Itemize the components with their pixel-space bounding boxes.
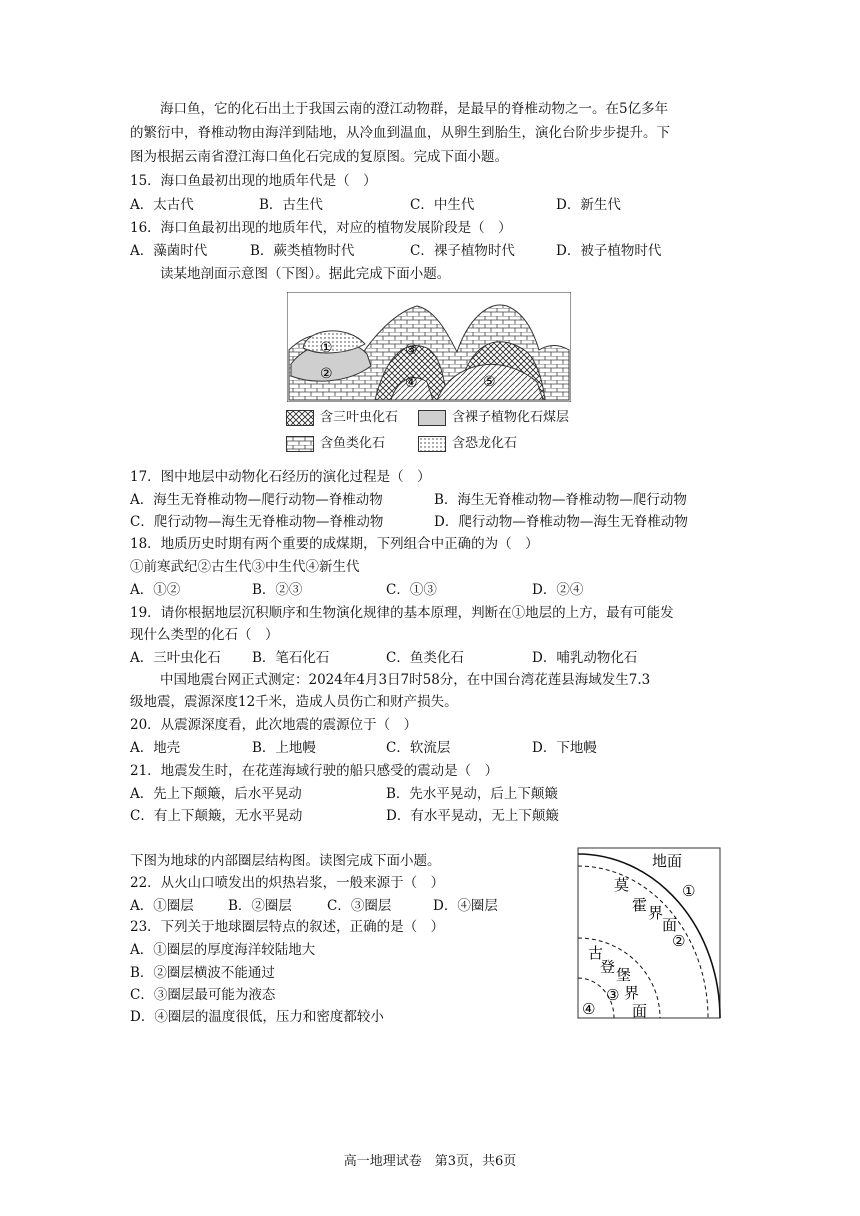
q20-option-a: A．地壳	[130, 740, 181, 756]
q15-option-a: A．太古代	[130, 197, 194, 213]
q21-option-a: A．先上下颠簸，后水平晃动	[130, 786, 302, 802]
q15-option-d: D．新生代	[556, 197, 621, 213]
legend-fish	[286, 436, 385, 452]
gutenberg-char: 界	[624, 984, 640, 1002]
q19-option-a: A．三叶虫化石	[130, 650, 221, 666]
question-17-stem: 17．图中地层中动物化石经历的演化过程是（ ）	[130, 469, 431, 485]
passage-line: 图为根据云南省澄江海口鱼化石完成的复原图。完成下面小题。	[130, 149, 508, 165]
q17-option-a: A．海生无脊椎动物—爬行动物—脊椎动物	[130, 492, 383, 508]
question-20-stem: 20．从震源深度看，此次地震的震源位于（ ）	[130, 717, 418, 733]
q21-option-c: C．有上下颠簸，无水平晃动	[130, 808, 303, 824]
layer-label-2: ②	[320, 366, 333, 382]
passage-line: 的繁衍中，脊椎动物由海洋到陆地，从冷血到温血，从卵生到胎生，演化台阶步步提升。下	[130, 125, 670, 141]
passage-line: 级地震，震源深度12千米，造成人员伤亡和财产损失。	[130, 694, 458, 710]
grey-swatch	[418, 410, 446, 426]
layer-label-4: ④	[405, 375, 418, 391]
q20-option-b: B．上地幔	[252, 740, 316, 756]
q23-option-c: C．③圈层最可能为液态	[130, 987, 276, 1003]
q15-option-b: B．古生代	[259, 197, 323, 213]
q23-option-b: B．②圈层横波不能通过	[130, 965, 275, 981]
q22-option-a: A．①圈层	[130, 898, 194, 914]
earth-interior-figure	[576, 846, 724, 1022]
moho-char: 霍	[632, 896, 648, 914]
q15-option-c: C．中生代	[410, 197, 475, 213]
moho-char: 界	[648, 904, 664, 922]
layer-label-5: ⑤	[483, 374, 496, 390]
q21-option-d: D．有水平晃动，无上下颠簸	[386, 808, 559, 824]
legend-dinosaur	[418, 436, 517, 452]
legend-trilobite	[286, 410, 398, 426]
legend-label: 含鱼类化石	[320, 436, 386, 451]
q17-option-c: C．爬行动物—海生无脊椎动物—脊椎动物	[130, 514, 384, 530]
legend-label: 含恐龙化石	[452, 436, 518, 451]
layer-label-3: ③	[606, 986, 620, 1004]
q23-option-d: D．④圈层的温度很低，压力和密度都较小	[130, 1009, 384, 1025]
layer-label-2: ②	[672, 932, 686, 950]
q19-option-c: C．鱼类化石	[386, 650, 464, 666]
surface-label: 地面	[652, 852, 683, 870]
q16-option-c: C．裸子植物时代	[410, 243, 515, 259]
moho-char: 莫	[614, 876, 630, 894]
cross-section-figure	[287, 292, 571, 402]
question-23-stem: 23．下列关于地球圈层特点的叙述，正确的是（ ）	[130, 919, 445, 935]
moho-char: 面	[662, 916, 678, 934]
q18-option-b: B．②③	[252, 582, 303, 598]
q22-option-b: B．②圈层	[228, 898, 292, 914]
dot-swatch	[418, 436, 446, 452]
question-18-stem: 18．地质历史时期有两个重要的成煤期，下列组合中正确的为（ ）	[130, 536, 539, 552]
crosshatch-swatch	[286, 410, 314, 426]
gutenberg-char: 堡	[616, 966, 632, 984]
q16-option-d: D．被子植物时代	[556, 243, 662, 259]
passage-line: 中国地震台网正式测定：2024年4月3日7时58分，在中国台湾花莲县海域发生7.3	[160, 672, 651, 688]
q17-option-b: B．海生无脊椎动物—脊椎动物—爬行动物	[434, 492, 687, 508]
page-footer: 高一地理试卷 第3页，共6页	[343, 1154, 517, 1169]
q19-option-d: D．哺乳动物化石	[532, 650, 638, 666]
q18-option-d: D．②④	[532, 582, 584, 598]
gutenberg-char: 登	[600, 958, 616, 976]
gutenberg-char: 面	[632, 1002, 648, 1020]
question-18-items: ①前寒武纪②古生代③中生代④新生代	[130, 559, 360, 575]
question-22-stem: 22．从火山口喷发出的炽热岩浆，一般来源于（ ）	[130, 875, 445, 891]
legend-coal	[418, 410, 569, 426]
q18-option-c: C．①③	[386, 582, 437, 598]
q16-option-a: A．藻菌时代	[130, 243, 208, 259]
gutenberg-char: 古	[588, 944, 604, 962]
question-19-stem-cont: 现什么类型的化石（ ）	[130, 627, 279, 643]
layer-label-3: ③	[405, 342, 418, 358]
q20-option-c: C．软流层	[386, 740, 451, 756]
question-19-stem: 19．请你根据地层沉积顺序和生物演化规律的基本原理，判断在①地层的上方，最有可能发	[130, 605, 674, 621]
q20-option-d: D．下地幔	[532, 740, 597, 756]
intro-text: 读某地剖面示意图（下图）。据此完成下面小题。	[160, 266, 451, 282]
q21-option-b: B．先水平晃动，后上下颠簸	[386, 786, 558, 802]
q17-option-d: D．爬行动物—脊椎动物—海生无脊椎动物	[434, 514, 688, 530]
q19-option-b: B．笔石化石	[252, 650, 330, 666]
legend-label: 含三叶虫化石	[320, 410, 399, 425]
q22-option-c: C．③圈层	[327, 898, 392, 914]
question-16-stem: 16．海口鱼最初出现的地质年代，对应的植物发展阶段是（ ）	[130, 220, 512, 236]
q22-option-d: D．④圈层	[433, 898, 498, 914]
q18-option-a: A．①②	[130, 582, 181, 598]
intro-text: 下图为地球的内部圈层结构图。读图完成下面小题。	[130, 853, 441, 869]
layer-label-4: ④	[582, 1000, 596, 1018]
q16-option-b: B．蕨类植物时代	[250, 243, 355, 259]
layer-label-1: ①	[682, 882, 696, 900]
question-15-stem: 15．海口鱼最初出现的地质年代是（ ）	[130, 173, 377, 189]
legend-label: 含裸子植物化石煤层	[452, 410, 570, 425]
brick-swatch	[286, 436, 314, 452]
q23-option-a: A．①圈层的厚度海洋较陆地大	[130, 942, 316, 958]
layer-label-1: ①	[320, 340, 333, 356]
passage-line: 海口鱼，它的化石出土于我国云南的澄江动物群，是最早的脊椎动物之一。在5亿多年	[160, 101, 669, 117]
question-21-stem: 21．地震发生时，在花莲海域行驶的船只感受的震动是（ ）	[130, 763, 499, 779]
